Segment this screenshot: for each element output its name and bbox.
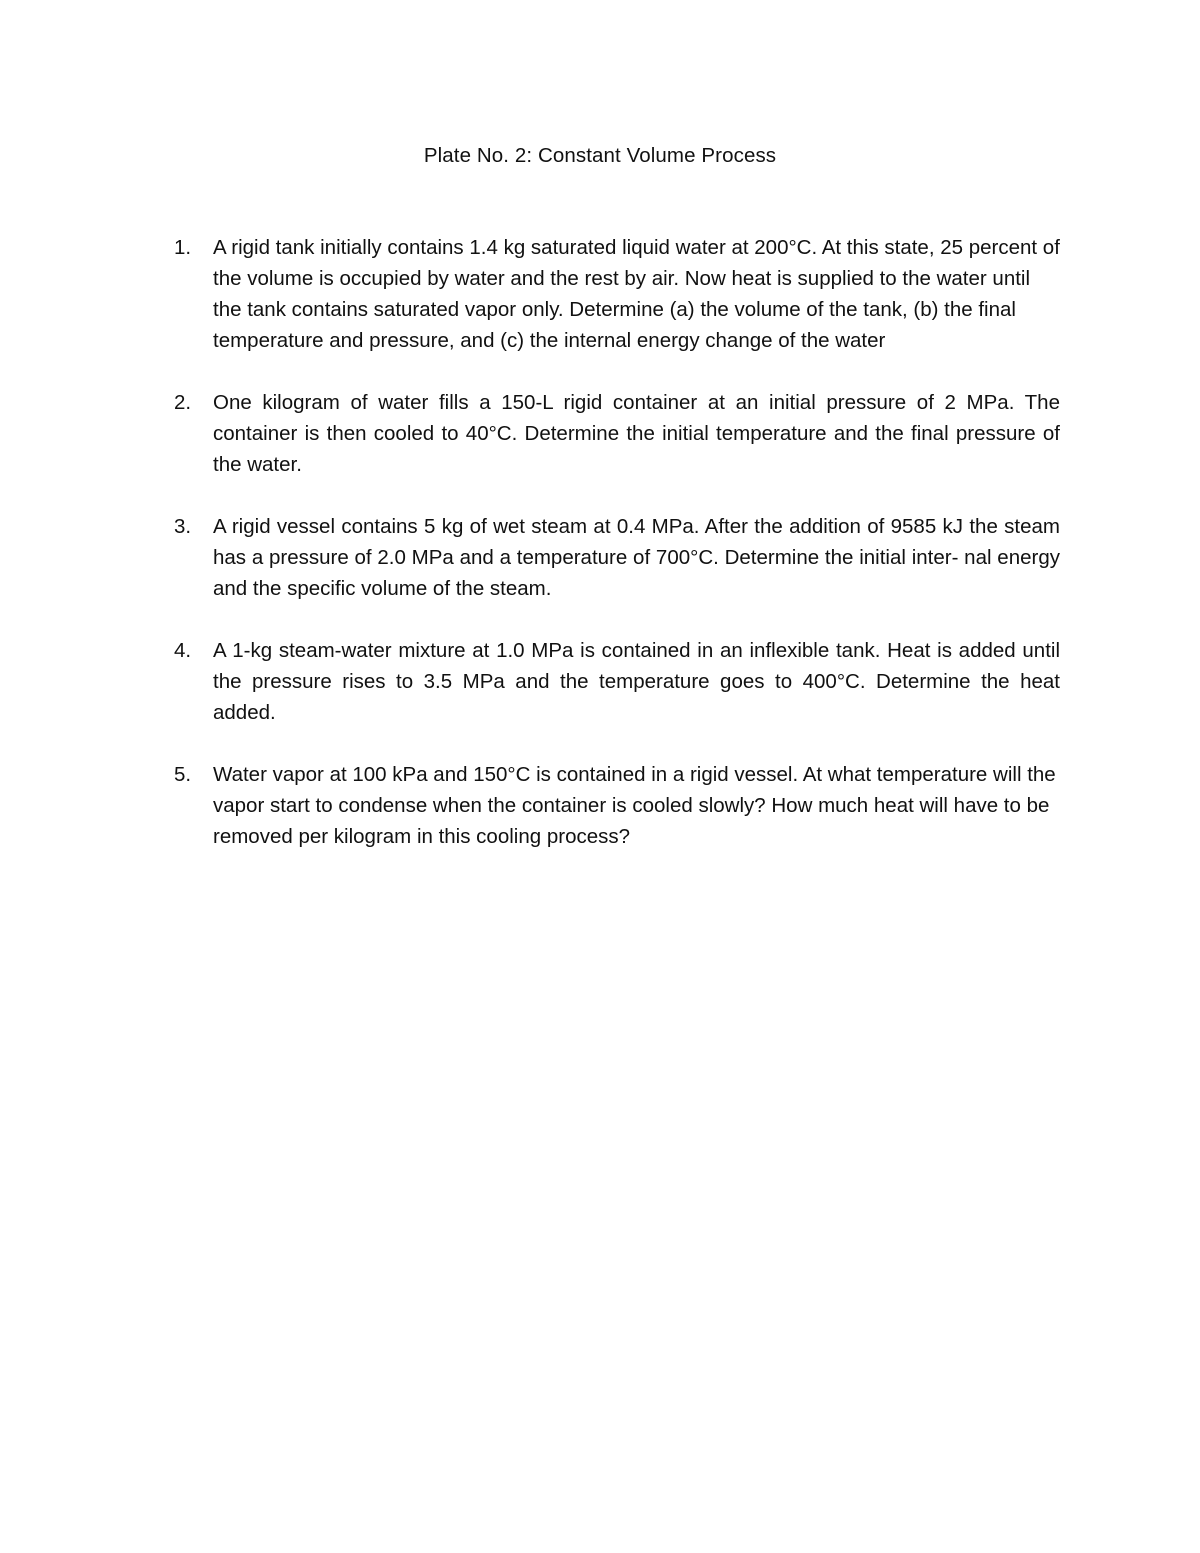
problem-text: A rigid tank initially contains 1.4 kg saturated liquid water at 200°C. At this state, 25 percent of the volume is occupied by water and the rest by air. Now heat is supplied to the water until the tank contains saturated vapor only. Determine (a) the volume of the tank, (b) the final temperature and pressure, and (c) the internal energy change of the water — [213, 236, 1060, 352]
problem-text: A 1-kg steam-water mixture at 1.0 MPa is contained in an inflexible tank. Heat is added until the pressure rises to 3.5 MPa and the temperature goes to 400°C. Determine the heat added. — [213, 639, 1060, 724]
problem-number: 2. — [174, 391, 192, 414]
problem-text: One kilogram of water fills a 150-L rigid container at an initial pressure of 2 MPa. The container is then cooled to 40°C. Determine the initial temperature and the final pressure of the water. — [213, 391, 1060, 476]
problem-item-1 — [170, 232, 1060, 356]
problem-item-5 — [170, 759, 1060, 852]
problem-number: 4. — [174, 639, 192, 662]
problem-number: 1. — [174, 236, 192, 259]
document-title: Plate No. 2: Constant Volume Process — [423, 144, 777, 167]
problem-text: Water vapor at 100 kPa and 150°C is contained in a rigid vessel. At what temperature will the vapor start to condense when the container is cooled slowly? How much heat will have to be removed per kilogram in this cooling process? — [213, 763, 1056, 848]
problem-item-3 — [170, 511, 1060, 604]
problem-item-2 — [170, 387, 1060, 480]
problem-list — [170, 232, 1060, 883]
problem-item-4 — [170, 635, 1060, 728]
problem-number: 5. — [174, 763, 192, 786]
problem-text: A rigid vessel contains 5 kg of wet steam at 0.4 MPa. After the addition of 9585 kJ the steam has a pressure of 2.0 MPa and a temperature of 700°C. Determine the initial inter- nal energy and the specific volume of the steam. — [213, 515, 1060, 600]
problem-number: 3. — [174, 515, 192, 538]
